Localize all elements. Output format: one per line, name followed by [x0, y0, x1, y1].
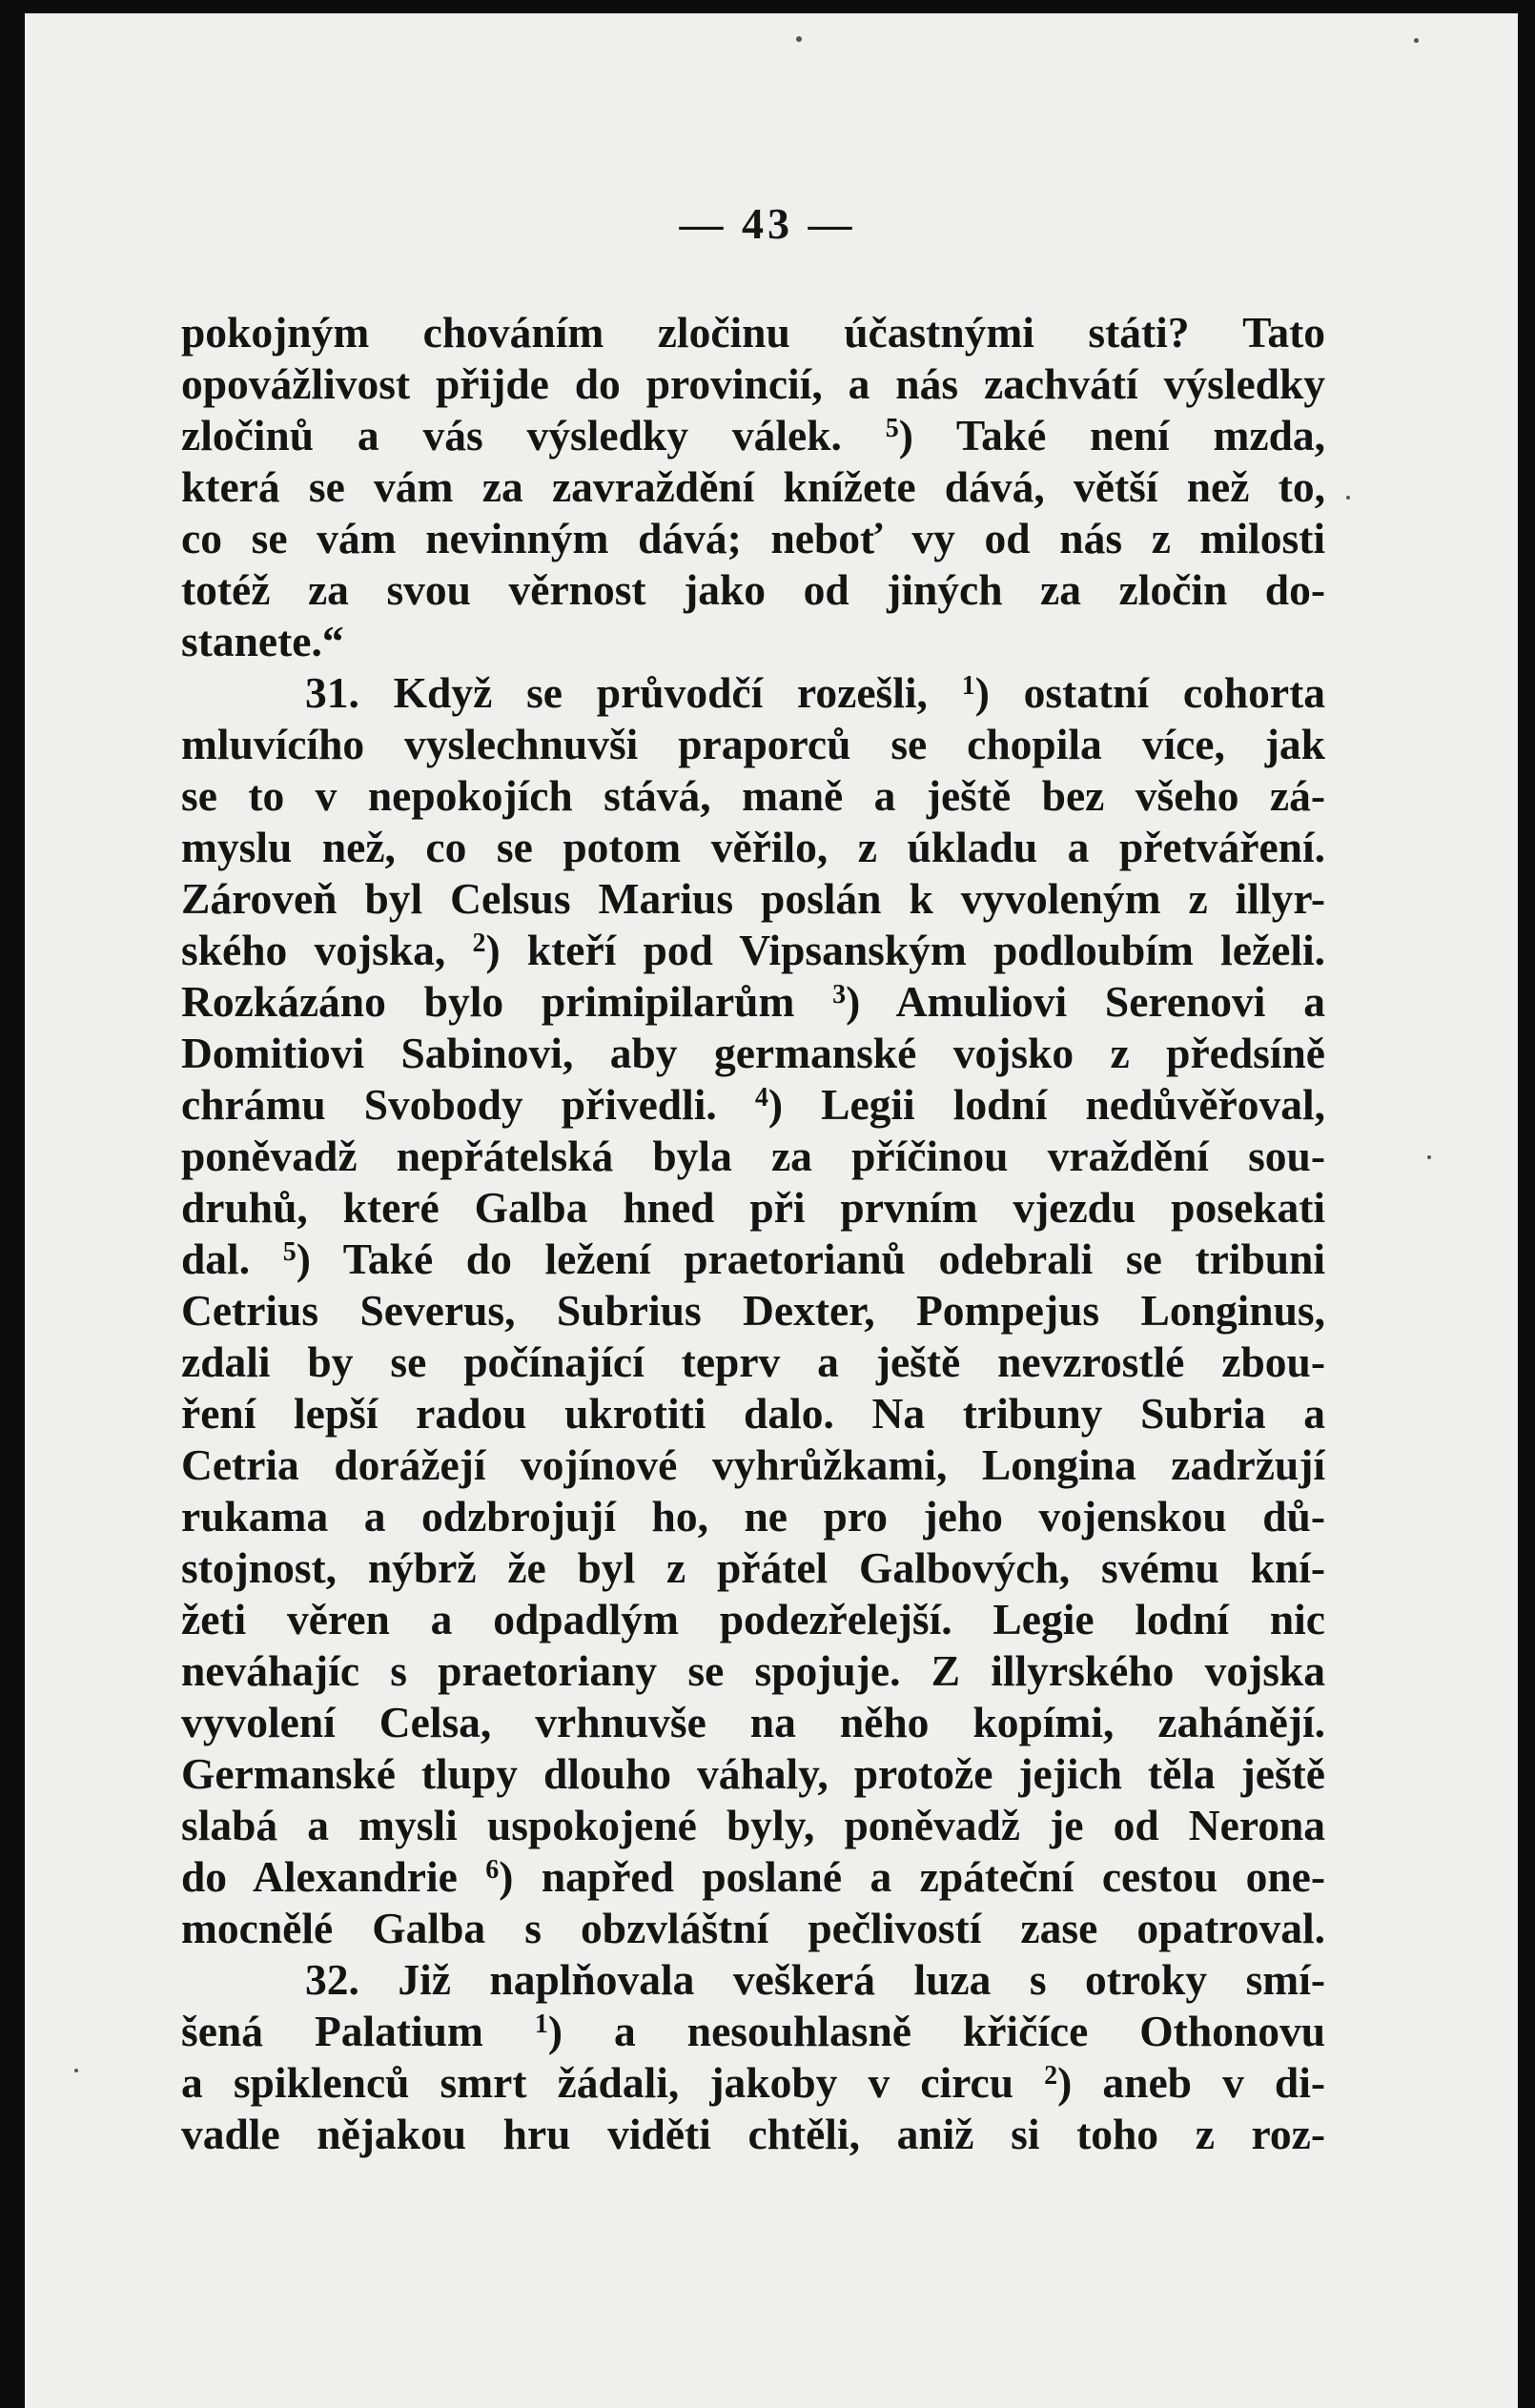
line-text: druhů, které Galba hned při prvním vjezdu posekati [181, 1183, 1325, 1232]
line-text-continued: kteří pod Vipsanským podloubím leželi. [500, 926, 1325, 974]
line-text: zločinů a vás výsledky válek. [181, 411, 842, 459]
line-text: poněvadž nepřátelská byla za příčinou vraždění sou- [181, 1132, 1325, 1180]
line-text: opovážlivost přijde do provincií, a nás zachvátí výsledky [181, 359, 1325, 408]
line-text: Cetria dorážejí vojínové vyhrůžkami, Longina zadržují [181, 1440, 1325, 1489]
text-line [181, 2109, 1325, 2160]
line-text-continued: napřed poslané a zpáteční cestou one- [513, 1852, 1325, 1901]
text-line [181, 461, 1325, 513]
text-line [181, 1439, 1325, 1491]
footnote-marker: 3 [832, 980, 847, 1010]
text-line [181, 1954, 1325, 2006]
line-text: Domitiovi Sabinovi, aby germanské vojsko z předsíně [181, 1029, 1325, 1077]
text-line [181, 1542, 1325, 1594]
line-text: mluvícího vyslechnuvši praporců se chopila více, jak [181, 720, 1325, 768]
line-text: ření lepší radou ukrotiti dalo. Na tribuny Subria a [181, 1389, 1325, 1438]
text-line [181, 1697, 1325, 1748]
line-text: myslu než, co se potom věřilo, z úkladu a přetváření. [181, 823, 1325, 871]
footnote-marker: 4 [754, 1083, 768, 1112]
footnote-marker: 1 [534, 2010, 548, 2039]
line-text-continued: Také není mzda, [912, 411, 1325, 459]
text-line: a spiklenců smrt žádali, jakoby v circu $^2$) aneb v di- [181, 2058, 1325, 2107]
line-text-continued: Legii lodní nedůvěřoval, [783, 1080, 1325, 1129]
text-line [181, 1748, 1325, 1800]
text-line: šená Palatium $^1$) a nesouhlasně křičíce Othonovu [181, 2007, 1325, 2055]
line-text: slabá a mysli uspokojené byly, poněvadž je od Nerona [181, 1801, 1325, 1849]
line-text: šená Palatium [181, 2007, 483, 2055]
line-text-continued: Také do ležení praetorianů odebrali se tribuni [310, 1235, 1325, 1283]
footnote-marker: 2 [1044, 2061, 1058, 2091]
scan-speck [1414, 38, 1419, 43]
text-line [181, 1337, 1325, 1388]
text-line: do Alexandrie $^6$) napřed poslané a zpáteční cestou one- [181, 1852, 1325, 1901]
text-line [181, 564, 1325, 616]
text-line [181, 1903, 1325, 1954]
line-text: Zároveň byl Celsus Marius poslán k vyvoleným z illyr- [181, 874, 1325, 923]
line-text: se to v nepokojích stává, maně a ještě bez všeho zá- [181, 771, 1325, 820]
line-text: a spiklenců smrt žádali, jakoby v circu [181, 2058, 1014, 2107]
line-text: rukama a odzbrojují ho, ne pro jeho vojenskou dů- [181, 1492, 1325, 1541]
text-line [181, 1594, 1325, 1645]
scan-speck [74, 2069, 78, 2072]
line-text: zdali by se počínající teprv a ještě nevzrostlé zbou- [181, 1337, 1325, 1386]
text-line: Rozkázáno bylo primipilarům $^3$) Amuliovi Serenovi a [181, 977, 1325, 1026]
footnote-marker: 1 [961, 671, 975, 701]
text-line [181, 1645, 1325, 1697]
text-line [181, 719, 1325, 770]
text-line [181, 616, 1325, 667]
text-line [181, 1131, 1325, 1182]
text-line [181, 513, 1325, 564]
footnote-marker: 5 [282, 1237, 297, 1267]
line-text-continued: a nesouhlasně křičíce Othonovu [563, 2007, 1325, 2055]
footnote-marker: 2 [472, 929, 486, 958]
text-line [181, 822, 1325, 873]
text-line [181, 1028, 1325, 1079]
line-text-continued: Amuliovi Serenovi a [860, 977, 1325, 1026]
line-text: mocnělé Galba s obzvláštní pečlivostí zase opatroval. [181, 1904, 1325, 1952]
text-line [181, 358, 1325, 410]
line-text: co se vám nevinným dává; neboť vy od nás z milosti [181, 514, 1325, 562]
text-line [181, 1182, 1325, 1234]
scan-speck [1427, 1155, 1431, 1159]
line-text: totéž za svou věrnost jako od jiných za zločin do- [181, 565, 1325, 614]
line-text: Rozkázáno bylo primipilarům [181, 977, 795, 1026]
line-text: 32. Již naplňovala veškerá luza s otroky smí- [305, 1955, 1325, 2004]
body-text [181, 307, 1325, 2160]
line-text: Germanské tlupy dlouho váhaly, protože jejich těla ještě [181, 1749, 1325, 1798]
text-line [181, 1285, 1325, 1337]
text-line [181, 1388, 1325, 1439]
text-line: ského vojska, $^2$) kteří pod Vipsanským podloubím leželi. [181, 926, 1325, 974]
text-line [181, 873, 1325, 925]
footnote-marker: 5 [885, 414, 899, 443]
line-text: vyvolení Celsa, vrhnuvše na něho kopími, zahánějí. [181, 1698, 1325, 1746]
line-text-continued: ostatní cohorta [989, 668, 1325, 717]
page-number: — 43 — [679, 199, 856, 248]
line-text: chrámu Svobody přivedli. [181, 1080, 717, 1129]
line-text: stojnost, nýbrž že byl z přátel Galbových, svému kní- [181, 1543, 1325, 1592]
line-text: ského vojska, [181, 926, 446, 974]
line-text: žeti věren a odpadlým podezřelejší. Legie lodní nic [181, 1595, 1325, 1643]
text-line [181, 770, 1325, 822]
line-text: Cetrius Severus, Subrius Dexter, Pompejus Longinus, [181, 1286, 1325, 1335]
line-text: 31. Když se průvodčí rozešli, [305, 668, 928, 717]
line-text: do Alexandrie [181, 1852, 458, 1901]
text-line: 31. Když se průvodčí rozešli, $^1$) ostatní cohorta [305, 668, 1325, 717]
text-line [181, 1491, 1325, 1542]
text-line [181, 307, 1325, 358]
line-text: dal. [181, 1235, 251, 1283]
line-text: neváhajíc s praetoriany se spojuje. Z illyrského vojska [181, 1646, 1325, 1695]
line-text: která se vám za zavraždění knížete dává, větší než to, [181, 462, 1325, 511]
text-line: zločinů a vás výsledky válek. $^5$) Také není mzda, [181, 411, 1325, 459]
line-text: pokojným chováním zločinu účastnými státi? Tato [181, 308, 1325, 357]
line-text: vadle nějakou hru viděti chtěli, aniž si toho z roz- [181, 2110, 1325, 2158]
text-line: chrámu Svobody přivedli. $^4$) Legii lodní nedůvěřoval, [181, 1080, 1325, 1129]
text-line: dal. $^5$) Také do ležení praetorianů odebrali se tribuni [181, 1235, 1325, 1283]
scan-speck [1346, 496, 1350, 500]
text-line [181, 1800, 1325, 1851]
line-text: stanete.“ [181, 617, 344, 665]
footnote-marker: 6 [485, 1855, 500, 1885]
line-text-continued: aneb v di- [1072, 2058, 1325, 2107]
scan-speck [796, 36, 802, 42]
